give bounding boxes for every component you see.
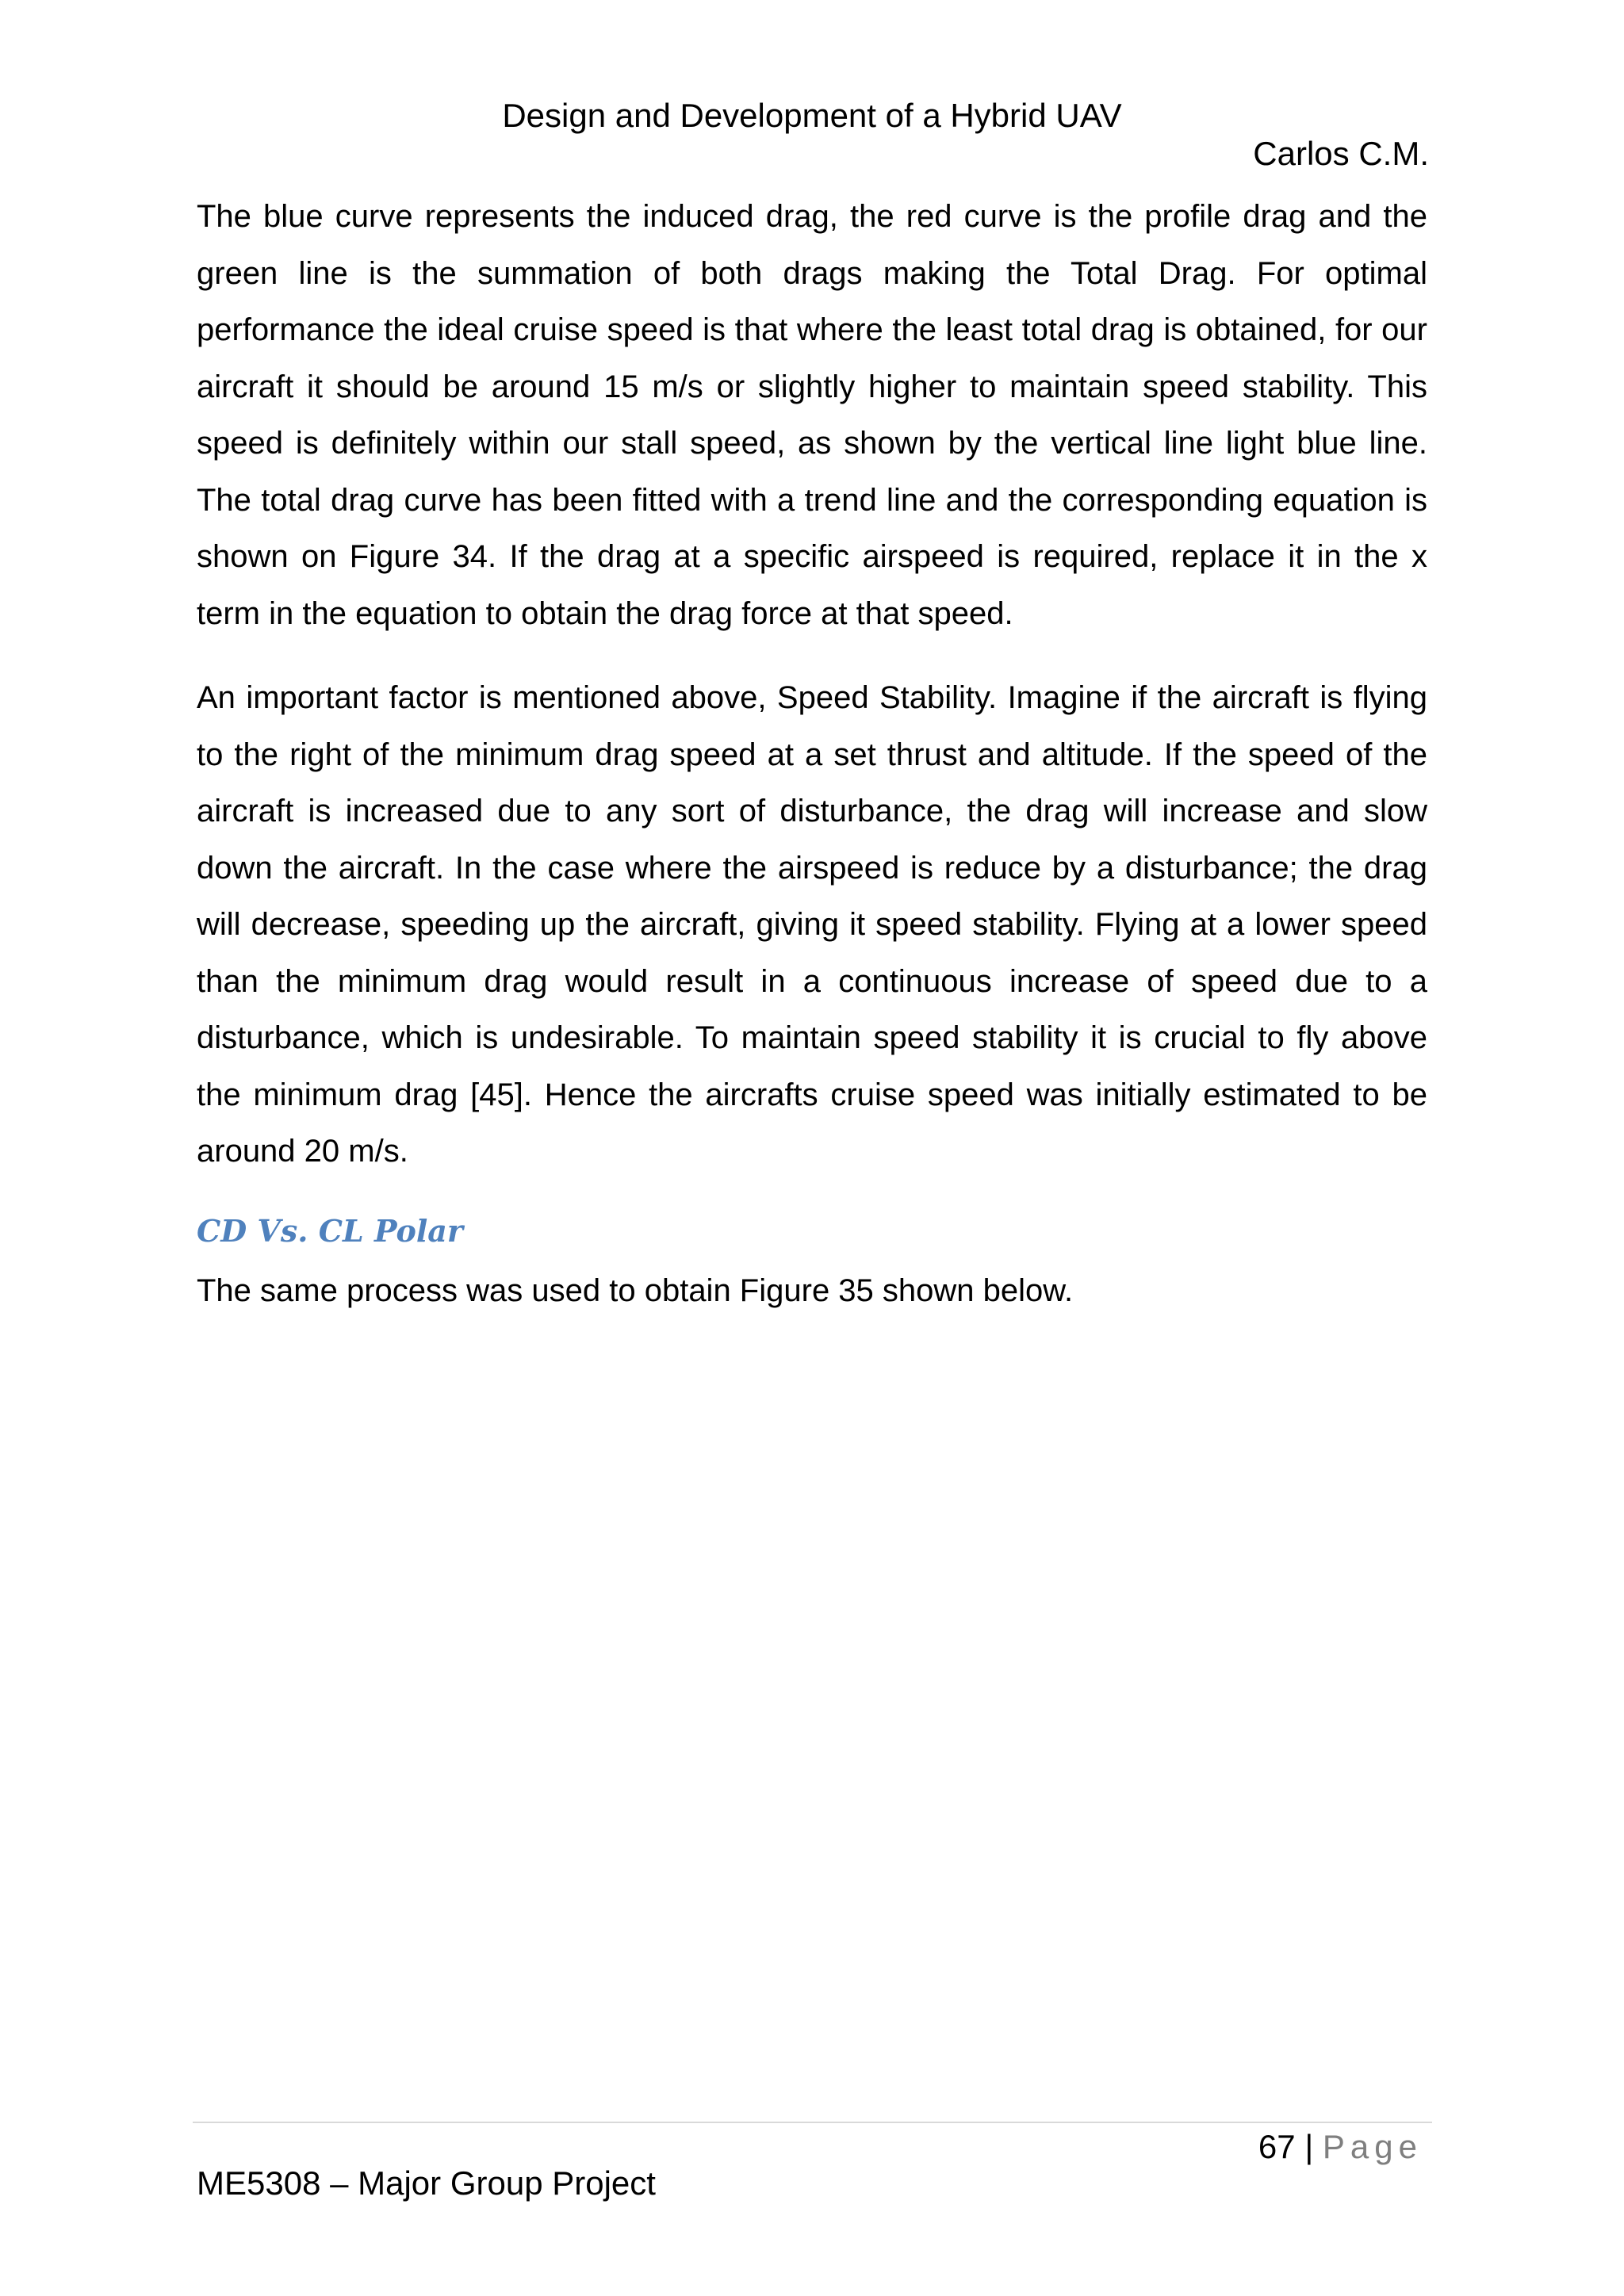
body-paragraph: An important factor is mentioned above, Speed Stability. Imagine if the aircraft is flying to the right of the minimum drag speed at a set thrust and altitude. If the speed of the aircraft is increased due to any sort of disturbance, the drag will increase and slow down the aircraft. In the case where the airspeed is reduce by a disturbance; the drag will decrease, speeding up the aircraft, giving it speed stability. Flying at a lower speed than the minimum drag would result in a continuous increase of speed due to a disturbance, which is undesirable. To maintain speed stability it is crucial to fly above the minimum drag [45]. Hence the aircrafts cruise speed was initially estimated to be around 20 m/s. (197, 680, 1427, 1169)
page-word: Page (1322, 2128, 1423, 2165)
page-number-separator: | (1304, 2128, 1314, 2165)
page-number-value: 67 (1258, 2128, 1296, 2165)
page-number (1258, 2125, 1423, 2169)
footer-divider (193, 2122, 1432, 2123)
body-paragraph: The same process was used to obtain Figure 35 shown below. (197, 1272, 1074, 1308)
section-heading: CD Vs. CL Polar (197, 1212, 463, 1249)
header-title: Design and Development of a Hybrid UAV (502, 97, 1122, 134)
footer-project: ME5308 – Major Group Project (197, 2164, 656, 2202)
body-paragraph: The blue curve represents the induced drag, the red curve is the profile drag and the green line is the summation of both drags making the Total Drag. For optimal performance the ideal cruise speed is that where the least total drag is obtained, for our aircraft it should be around 15 m/s or slightly higher to maintain speed stability. This speed is definitely within our stall speed, as shown by the vertical line light blue line. The total drag curve has been fitted with a trend line and the corresponding equation is shown on Figure 34. If the drag at a specific airspeed is required, replace it in the x term in the equation to obtain the drag force at that speed. (197, 199, 1427, 631)
header-author: Carlos C.M. (1253, 135, 1429, 172)
page-body (197, 189, 1427, 1319)
